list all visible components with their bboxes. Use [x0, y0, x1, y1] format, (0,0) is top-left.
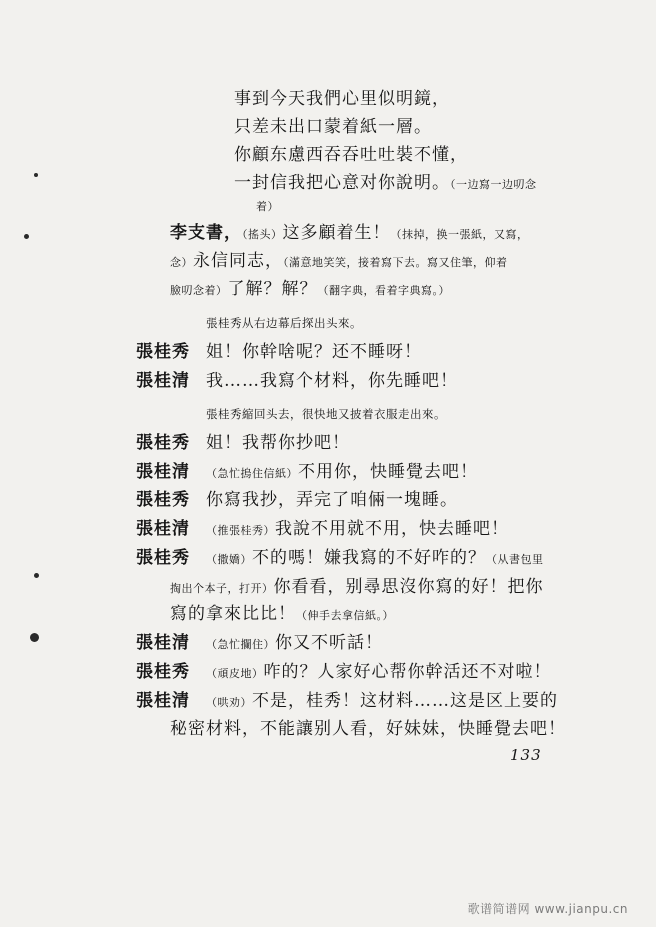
speaker-name: 張桂清	[136, 371, 190, 391]
stage-direction: 掏出个本子，打开）	[170, 582, 274, 595]
verse-line: 只差未出口蒙着紙一層。	[234, 117, 432, 137]
verse-line: 你顧东慮西吞吞吐吐裝不懂，	[234, 145, 468, 165]
stage-direction: （一边寫一边叨念	[450, 178, 537, 191]
stage-direction: （撒嬌）	[206, 553, 252, 566]
dialogue-line-cont	[170, 576, 544, 600]
dialogue-text: 你看看，别尋思沒你寫的好！把你	[273, 577, 544, 597]
dialogue-line	[136, 518, 509, 542]
dialogue-line	[136, 489, 458, 511]
dialogue-line	[136, 432, 350, 454]
dialogue-text: 秘密材料，不能讓别人看，好妹妹，快睡覺去吧！	[170, 719, 566, 739]
verse-line: 事到今天我們心里似明鏡，	[234, 89, 450, 109]
stage-direction-block: 張桂秀縮回头去，很快地又披着衣服走出來。	[206, 407, 446, 421]
stage-direction: 臉叨念着）	[170, 284, 228, 297]
speaker-name: 張桂秀	[136, 490, 190, 510]
dialogue-text: 我說不用就不用，快去睡吧！	[275, 519, 509, 539]
stage-direction: （哄劝）	[206, 696, 252, 709]
dialogue-text: 姐！我帮你抄吧！	[206, 433, 350, 453]
stage-direction: （抹掉，换一張紙，又寫，	[390, 228, 529, 241]
dialogue-line	[136, 461, 478, 485]
verse-line	[234, 172, 537, 196]
page-number: 133	[510, 746, 542, 764]
verse-text: 一封信我把心意对你說明。	[234, 173, 450, 193]
dialogue-line	[136, 341, 422, 363]
stage-direction: （推張桂秀）	[206, 524, 275, 537]
dialogue-line-cont	[170, 603, 394, 627]
speaker-name: 張桂清	[136, 633, 190, 653]
stage-direction: （頑皮地）	[206, 667, 264, 680]
margin-speck	[24, 234, 29, 239]
stage-direction: 念）	[170, 256, 193, 269]
speaker-name: 張桂清	[136, 462, 190, 482]
dialogue-line	[136, 370, 458, 392]
dialogue-text: 你又不听話！	[275, 633, 383, 653]
dialogue-text: 不是，桂秀！这材料……这是区上要的	[252, 691, 558, 711]
dialogue-text: 你寫我抄，弄完了咱倆一塊睡。	[206, 490, 458, 510]
dialogue-text: 咋的？人家好心帮你幹活还不对啦！	[263, 662, 552, 682]
speaker-name: 張桂秀	[136, 548, 190, 568]
dialogue-text: 不的嗎！嫌我寫的不好咋的？	[252, 548, 486, 568]
dialogue-text: 我……我寫个材料，你先睡吧！	[206, 371, 458, 391]
margin-speck	[34, 573, 39, 578]
dialogue-text: 了解？解？	[227, 279, 318, 299]
margin-speck	[34, 173, 38, 177]
stage-direction-block: 張桂秀从右边幕后探出头來。	[206, 316, 362, 330]
dialogue-line-li	[170, 278, 450, 302]
dialogue-text: 寫的拿來比比！	[170, 604, 296, 624]
dialogue-line	[136, 632, 383, 656]
speaker-name: 張桂秀	[136, 662, 190, 682]
dialogue-text: 姐！你幹啥呢？还不睡呀！	[206, 342, 422, 362]
stage-direction: （从書包里	[486, 553, 544, 566]
speaker-name: 張桂秀	[136, 433, 190, 453]
speaker-name: 張桂清	[136, 519, 190, 539]
speaker-name: 張桂秀	[136, 342, 190, 362]
dialogue-line-li	[170, 222, 529, 246]
stage-direction: （翻字典，看着字典寫。）	[317, 284, 450, 297]
margin-speck	[30, 633, 39, 642]
dialogue-line	[136, 690, 558, 714]
dialogue-text: 永信同志，	[193, 251, 283, 271]
dialogue-line	[136, 547, 544, 571]
stage-direction: （滿意地笑笑，接着寫下去。寫又住筆，仰着	[283, 256, 508, 269]
dialogue-text: 不用你，快睡覺去吧！	[298, 462, 478, 482]
stage-direction: （搖头）	[242, 228, 283, 241]
dialogue-line-cont	[170, 718, 566, 740]
site-watermark: 歌谱简谱网 www.jianpu.cn	[467, 902, 628, 916]
dialogue-line	[136, 661, 552, 685]
dialogue-line-li	[170, 250, 508, 274]
stage-direction: （伸手去拿信紙。）	[296, 609, 394, 622]
stage-direction: （急忙攔住）	[206, 638, 275, 651]
stage-direction: 着）	[256, 200, 279, 213]
speaker-name: 張桂清	[136, 691, 190, 711]
stage-direction: （急忙摀住信紙）	[206, 467, 298, 480]
dialogue-text: 这多顧着生！	[282, 223, 391, 243]
speaker-name: 李支書，	[170, 223, 242, 243]
